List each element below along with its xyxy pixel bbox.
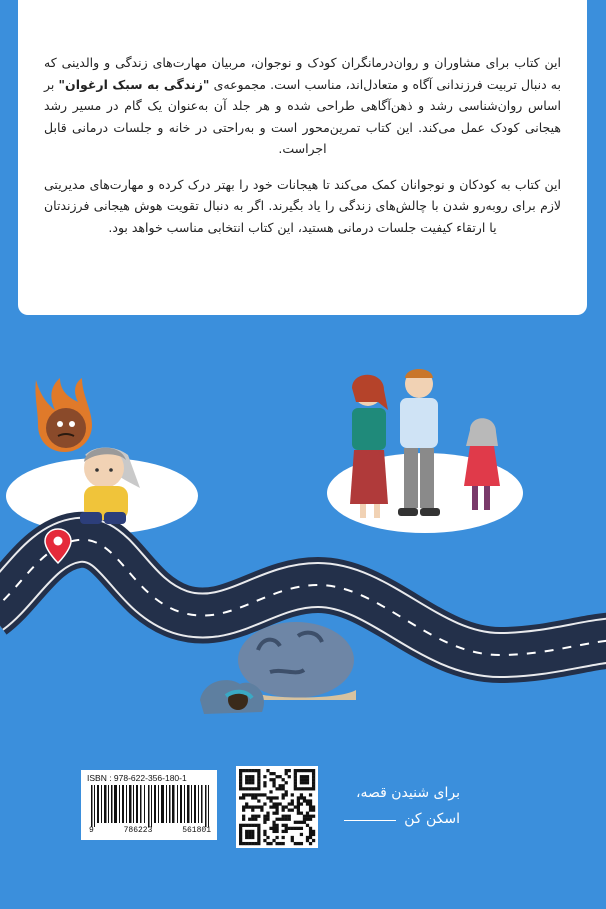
qr-module <box>291 836 294 839</box>
qr-module <box>297 842 300 845</box>
qr-module <box>285 830 288 833</box>
qr-module <box>309 833 312 836</box>
qr-module <box>294 775 297 778</box>
qr-module <box>263 793 266 796</box>
qr-module <box>275 775 278 778</box>
qr-module <box>251 809 254 812</box>
qr-module <box>282 793 285 796</box>
qr-module <box>269 778 272 781</box>
qr-module <box>297 787 300 790</box>
qr-module <box>275 818 278 821</box>
qr-module <box>300 833 303 836</box>
qr-module <box>306 818 309 821</box>
qr-module <box>285 790 288 793</box>
qr-module <box>242 793 245 796</box>
qr-module <box>263 818 266 821</box>
qr-module <box>245 778 248 781</box>
qr-module <box>266 836 269 839</box>
qr-module <box>263 802 266 805</box>
qr-module <box>279 818 282 821</box>
qr-module <box>257 839 260 842</box>
qr-module <box>248 769 251 772</box>
qr-module <box>239 836 242 839</box>
qr-module <box>245 781 248 784</box>
qr-module <box>300 821 303 824</box>
qr-module <box>309 818 312 821</box>
qr-module <box>257 842 260 845</box>
qr-module <box>309 787 312 790</box>
qr-module <box>312 805 315 808</box>
listen-prompt-dash <box>344 820 396 821</box>
qr-module <box>257 775 260 778</box>
qr-module <box>266 812 269 815</box>
qr-module <box>294 787 297 790</box>
qr-module <box>285 824 288 827</box>
qr-module <box>254 805 257 808</box>
qr-module <box>242 805 245 808</box>
qr-module <box>251 836 254 839</box>
qr-module <box>257 787 260 790</box>
listen-prompt-line2: اسکن کن <box>404 811 460 827</box>
qr-module <box>306 781 309 784</box>
qr-module <box>248 775 251 778</box>
qr-module <box>275 809 278 812</box>
qr-module <box>239 839 242 842</box>
qr-module <box>263 815 266 818</box>
qr-module <box>275 842 278 845</box>
qr-module <box>288 809 291 812</box>
qr-module <box>251 818 254 821</box>
qr-module <box>282 796 285 799</box>
qr-module <box>242 809 245 812</box>
qr-module <box>242 815 245 818</box>
qr-module <box>300 796 303 799</box>
qr-module <box>294 781 297 784</box>
qr-module <box>257 827 260 830</box>
qr-module <box>257 781 260 784</box>
qr-module <box>257 778 260 781</box>
qr-module <box>306 778 309 781</box>
qr-module <box>282 830 285 833</box>
qr-module <box>300 775 303 778</box>
qr-module <box>300 778 303 781</box>
qr-module <box>303 781 306 784</box>
qr-module <box>288 827 291 830</box>
qr-module <box>257 836 260 839</box>
qr-module <box>251 824 254 827</box>
qr-module <box>248 818 251 821</box>
qr-module <box>279 775 282 778</box>
qr-module <box>303 769 306 772</box>
qr-module <box>239 775 242 778</box>
qr-module <box>285 781 288 784</box>
qr-module <box>309 799 312 802</box>
qr-module <box>285 769 288 772</box>
qr-module <box>282 778 285 781</box>
qr-module <box>303 815 306 818</box>
qr-module <box>242 818 245 821</box>
qr-module <box>300 793 303 796</box>
qr-module <box>294 821 297 824</box>
qr-code-box[interactable] <box>236 766 318 848</box>
qr-module <box>282 805 285 808</box>
qr-module <box>272 781 275 784</box>
qr-module <box>312 769 315 772</box>
qr-module <box>309 830 312 833</box>
qr-module <box>239 772 242 775</box>
qr-module <box>254 815 257 818</box>
qr-module <box>309 842 312 845</box>
description-p1-part1: این کتاب برای مشاوران و روان‌درمانگران کودک و نوجوان، مربیان مهارت‌های زندگی و والدینی که به دنبال تربیت فرزندانی آگاه و متعادل‌اند، مناسب است. مجموعه‌ی <box>44 55 561 92</box>
qr-module <box>257 799 260 802</box>
qr-module <box>239 824 242 827</box>
qr-module <box>269 796 272 799</box>
qr-module <box>282 842 285 845</box>
qr-module <box>263 830 266 833</box>
qr-module <box>257 824 260 827</box>
qr-module <box>263 781 266 784</box>
qr-module <box>260 793 263 796</box>
qr-module <box>309 802 312 805</box>
qr-module <box>245 802 248 805</box>
qr-module <box>282 787 285 790</box>
qr-module <box>245 836 248 839</box>
qr-module <box>306 775 309 778</box>
qr-module <box>297 769 300 772</box>
qr-module <box>291 809 294 812</box>
qr-module <box>272 805 275 808</box>
qr-module <box>251 775 254 778</box>
qr-module <box>294 772 297 775</box>
qr-module <box>272 802 275 805</box>
qr-module <box>257 769 260 772</box>
qr-module <box>257 793 260 796</box>
qr-module <box>269 827 272 830</box>
qr-module <box>245 793 248 796</box>
qr-module <box>239 784 242 787</box>
qr-module <box>242 787 245 790</box>
meteor-character <box>35 378 92 452</box>
qr-module <box>300 769 303 772</box>
series-title: "زندگی به سبک ارغوان" <box>58 76 210 92</box>
qr-module <box>279 842 282 845</box>
qr-module <box>306 815 309 818</box>
qr-module <box>275 787 278 790</box>
qr-module <box>275 824 278 827</box>
qr-module <box>279 787 282 790</box>
qr-module <box>239 830 242 833</box>
qr-module <box>282 824 285 827</box>
qr-module <box>288 769 291 772</box>
qr-module <box>306 824 309 827</box>
qr-module <box>254 787 257 790</box>
qr-module <box>309 836 312 839</box>
qr-module <box>257 772 260 775</box>
qr-module <box>300 787 303 790</box>
qr-module <box>303 796 306 799</box>
qr-module <box>303 818 306 821</box>
mother-character <box>350 375 388 518</box>
qr-module <box>269 805 272 808</box>
qr-module <box>309 809 312 812</box>
qr-module <box>275 827 278 830</box>
qr-module <box>245 833 248 836</box>
qr-module <box>257 805 260 808</box>
qr-module <box>269 799 272 802</box>
qr-module <box>285 815 288 818</box>
qr-module <box>251 793 254 796</box>
qr-module <box>242 824 245 827</box>
qr-module <box>269 842 272 845</box>
qr-module <box>297 802 300 805</box>
qr-module <box>309 805 312 808</box>
qr-module <box>279 784 282 787</box>
qr-module <box>248 805 251 808</box>
qr-module <box>245 805 248 808</box>
qr-module <box>291 802 294 805</box>
qr-module <box>288 815 291 818</box>
qr-module <box>294 842 297 845</box>
qr-module <box>251 830 254 833</box>
qr-module <box>312 784 315 787</box>
qr-module <box>275 805 278 808</box>
qr-module <box>251 842 254 845</box>
qr-module <box>309 793 312 796</box>
qr-module <box>248 778 251 781</box>
qr-module <box>257 833 260 836</box>
qr-module <box>306 812 309 815</box>
qr-module <box>297 812 300 815</box>
qr-module <box>254 824 257 827</box>
qr-module <box>294 778 297 781</box>
hiding-child-character <box>200 680 264 714</box>
qr-module <box>272 839 275 842</box>
qr-module <box>309 815 312 818</box>
qr-module <box>312 809 315 812</box>
qr-module <box>282 784 285 787</box>
qr-module <box>285 805 288 808</box>
qr-module <box>312 778 315 781</box>
qr-module <box>254 818 257 821</box>
qr-module <box>288 802 291 805</box>
barcode-icon <box>91 785 209 827</box>
qr-module <box>291 799 294 802</box>
qr-module <box>312 775 315 778</box>
qr-module <box>303 821 306 824</box>
qr-module <box>254 793 257 796</box>
qr-module <box>260 809 263 812</box>
qr-module <box>312 781 315 784</box>
qr-module <box>263 784 266 787</box>
qr-module <box>248 836 251 839</box>
qr-module <box>312 815 315 818</box>
qr-module <box>245 787 248 790</box>
qr-module <box>272 824 275 827</box>
qr-module <box>275 812 278 815</box>
qr-module <box>297 821 300 824</box>
qr-module <box>272 778 275 781</box>
qr-module <box>248 793 251 796</box>
qr-module <box>312 772 315 775</box>
qr-module <box>266 842 269 845</box>
qr-module <box>309 827 312 830</box>
qr-module <box>242 769 245 772</box>
qr-module <box>263 833 266 836</box>
qr-code-icon <box>236 766 318 848</box>
description-paragraph-2: این کتاب به کودکان و نوجوانان کمک می‌کند تا هیجانات خود را بهتر درک کرده و مهارت‌های مدیریتی لازم برای روبه‌رو شدن با چالش‌های زندگی را یاد بگیرند. اگر به دنبال تقویت هوش هیجانی فرزندتان یا ارتقاء کیفیت جلسات درمانی هستید، این کتاب انتخابی مناسب خواهد بود. <box>44 176 561 235</box>
qr-module <box>251 805 254 808</box>
qr-module <box>285 772 288 775</box>
qr-module <box>251 778 254 781</box>
qr-module <box>272 827 275 830</box>
qr-module <box>297 796 300 799</box>
qr-module <box>248 830 251 833</box>
qr-module <box>303 778 306 781</box>
qr-module <box>239 781 242 784</box>
qr-module <box>263 775 266 778</box>
qr-module <box>282 836 285 839</box>
barcode-digits <box>85 826 215 835</box>
qr-module <box>239 787 242 790</box>
qr-module <box>257 830 260 833</box>
qr-module <box>272 812 275 815</box>
qr-module <box>275 802 278 805</box>
qr-module <box>254 769 257 772</box>
qr-module <box>239 769 242 772</box>
qr-module <box>245 775 248 778</box>
qr-module <box>294 784 297 787</box>
qr-module <box>300 827 303 830</box>
qr-module <box>294 827 297 830</box>
qr-module <box>254 796 257 799</box>
qr-module <box>306 799 309 802</box>
qr-module <box>269 772 272 775</box>
qr-module <box>285 827 288 830</box>
qr-module <box>239 842 242 845</box>
qr-module <box>260 805 263 808</box>
qr-module <box>272 772 275 775</box>
qr-module <box>306 769 309 772</box>
qr-module <box>248 824 251 827</box>
listen-prompt <box>330 780 460 832</box>
qr-module <box>251 769 254 772</box>
qr-module <box>303 775 306 778</box>
qr-module <box>248 781 251 784</box>
qr-module <box>306 836 309 839</box>
qr-module <box>285 818 288 821</box>
qr-module <box>297 809 300 812</box>
qr-module <box>309 769 312 772</box>
qr-module <box>297 805 300 808</box>
qr-module <box>245 830 248 833</box>
qr-module <box>254 842 257 845</box>
qr-module <box>279 802 282 805</box>
qr-module <box>300 802 303 805</box>
qr-module <box>306 839 309 842</box>
qr-module <box>291 827 294 830</box>
listen-prompt-line1: برای شنیدن قصه، <box>355 785 460 801</box>
isbn-barcode-box <box>81 770 217 840</box>
qr-module <box>297 799 300 802</box>
qr-module <box>239 833 242 836</box>
qr-module <box>245 769 248 772</box>
qr-module <box>291 793 294 796</box>
qr-module <box>288 775 291 778</box>
isbn-label: ISBN : 978-622-356-180-1 <box>87 773 187 783</box>
qr-module <box>269 790 272 793</box>
qr-module <box>272 830 275 833</box>
qr-module <box>251 787 254 790</box>
qr-module <box>239 778 242 781</box>
qr-module <box>303 787 306 790</box>
qr-module <box>263 839 266 842</box>
qr-module <box>248 833 251 836</box>
qr-module <box>291 839 294 842</box>
qr-module <box>266 769 269 772</box>
qr-module <box>251 815 254 818</box>
qr-module <box>294 769 297 772</box>
qr-module <box>272 796 275 799</box>
qr-module <box>297 827 300 830</box>
qr-module <box>282 809 285 812</box>
qr-module <box>303 799 306 802</box>
barcode-digits-left: 786223 <box>123 826 153 835</box>
qr-module <box>312 830 315 833</box>
qr-module <box>300 812 303 815</box>
qr-module <box>272 821 275 824</box>
qr-module <box>306 787 309 790</box>
qr-module <box>242 842 245 845</box>
qr-module <box>257 815 260 818</box>
qr-module <box>312 839 315 842</box>
qr-module <box>248 842 251 845</box>
qr-module <box>285 793 288 796</box>
qr-module <box>251 833 254 836</box>
qr-module <box>312 833 315 836</box>
qr-module <box>275 830 278 833</box>
qr-module <box>288 818 291 821</box>
qr-module <box>251 781 254 784</box>
qr-module <box>242 796 245 799</box>
listen-prompt-line2-row <box>330 806 460 832</box>
barcode-digit-lead: 9 <box>89 826 94 835</box>
qr-module <box>266 796 269 799</box>
qr-module <box>282 815 285 818</box>
qr-module <box>245 824 248 827</box>
qr-module <box>239 796 242 799</box>
qr-module <box>275 836 278 839</box>
qr-module <box>257 784 260 787</box>
qr-module <box>312 787 315 790</box>
qr-module <box>282 818 285 821</box>
qr-module <box>245 842 248 845</box>
qr-module <box>263 821 266 824</box>
qr-module <box>300 781 303 784</box>
qr-module <box>300 842 303 845</box>
qr-module <box>251 796 254 799</box>
description-p1-part2: بر اساس روان‌شناسی رشد و ذهن‌آگاهی طراحی شده و هر جلد آن به‌عنوان یک گام در مسیر رشد هیجانی کودک عمل می‌کند. این کتاب تمرین‌محور است و به‌راحتی در خانه و جلسات درمانی قابل اجراست. <box>44 76 561 156</box>
qr-module <box>239 827 242 830</box>
qr-module <box>275 796 278 799</box>
qr-module <box>294 805 297 808</box>
qr-module <box>266 818 269 821</box>
barcode-digits-right: 561801 <box>182 826 211 835</box>
qr-module <box>248 787 251 790</box>
qr-module <box>306 802 309 805</box>
qr-module <box>272 784 275 787</box>
qr-module <box>266 815 269 818</box>
